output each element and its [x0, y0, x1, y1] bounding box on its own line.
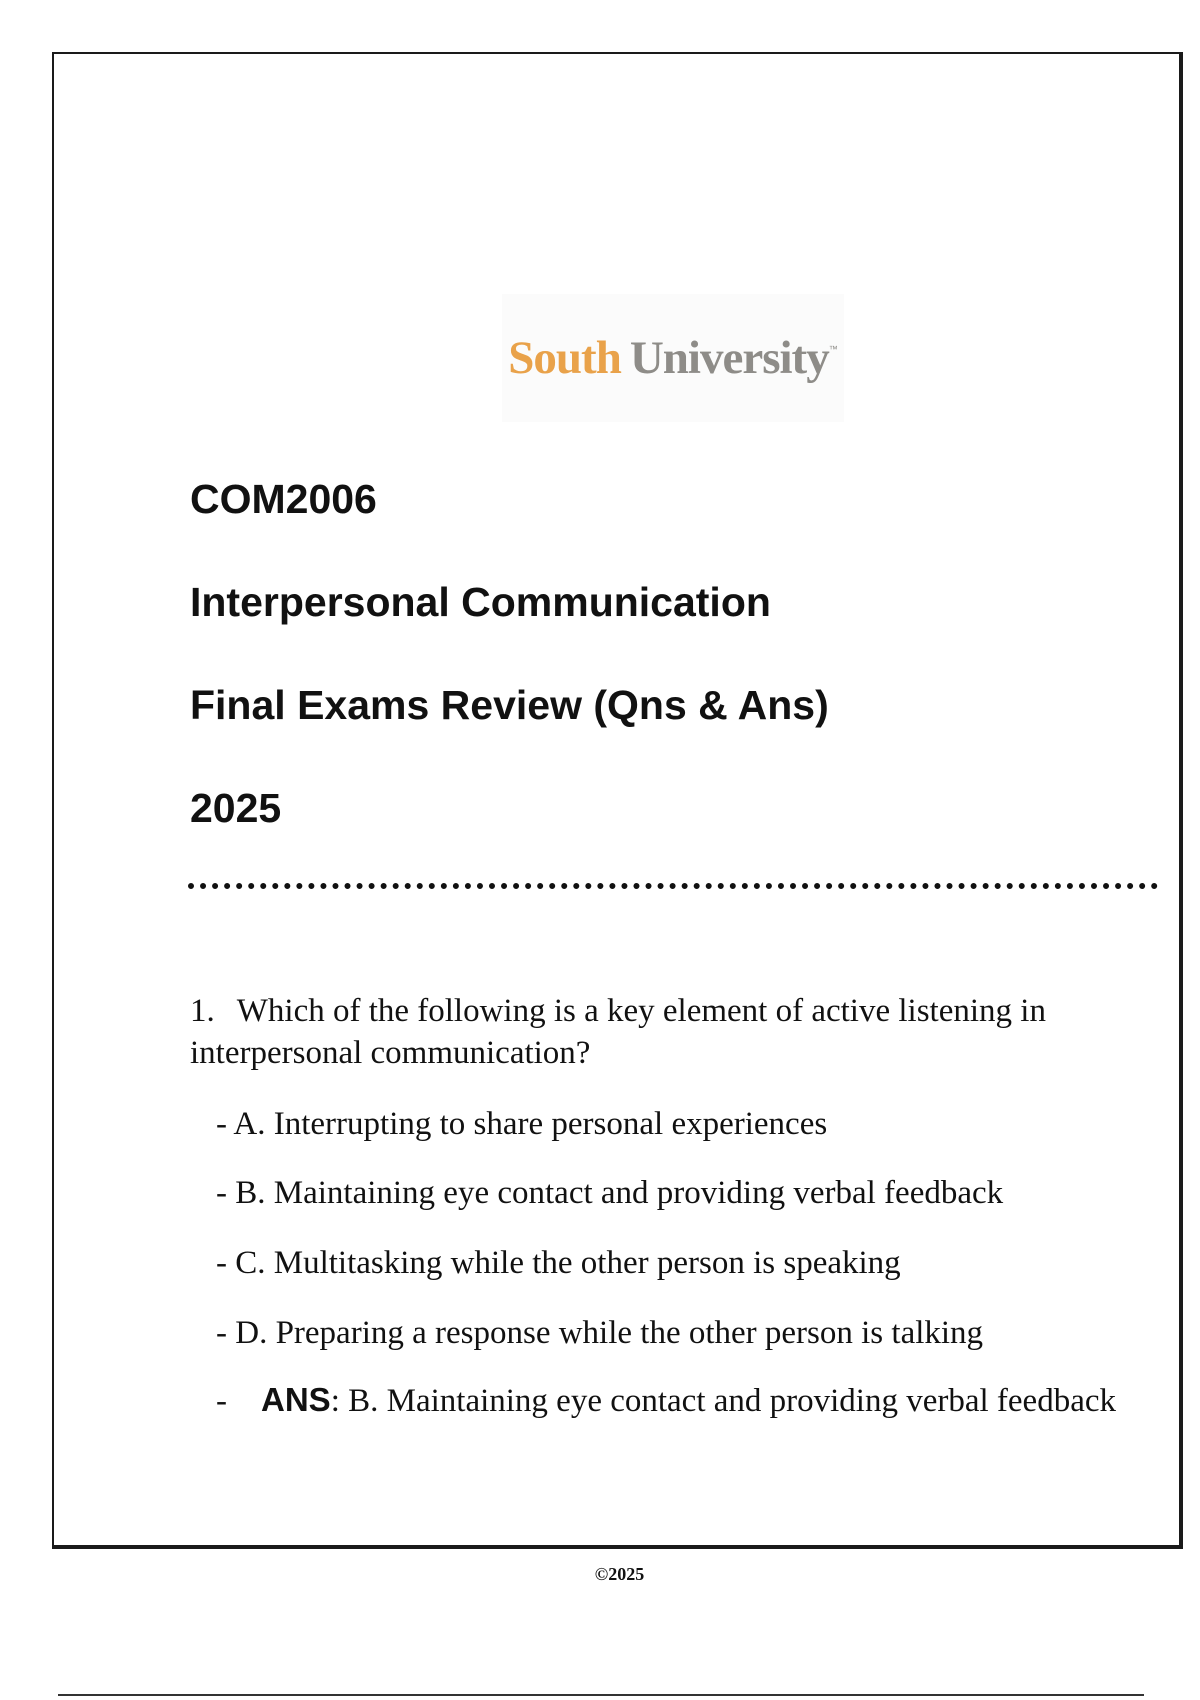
question-number: 1.: [190, 993, 215, 1029]
bottom-divider: [58, 1694, 1144, 1696]
course-code: COM2006: [190, 476, 377, 522]
logo-word-university: University: [629, 332, 829, 384]
answer-label: ANS: [261, 1381, 331, 1418]
answer-dash: -: [216, 1383, 227, 1419]
document-subtitle: Final Exams Review (Qns & Ans): [190, 682, 829, 728]
option-c: - C. Multitasking while the other person is speaking: [216, 1245, 901, 1281]
south-university-logo: [502, 294, 844, 422]
logo-word-south: South: [508, 332, 621, 384]
course-title: Interpersonal Communication: [190, 579, 771, 625]
option-d: - D. Preparing a response while the other person is talking: [216, 1315, 984, 1351]
copyright-notice: ©2025: [594, 1564, 645, 1584]
dotted-divider: [188, 883, 1158, 889]
option-a: - A. Interrupting to share personal experiences: [216, 1106, 828, 1142]
answer-line: [190, 1381, 1160, 1420]
option-b: - B. Maintaining eye contact and providing verbal feedback: [216, 1175, 1004, 1211]
logo-trademark: ™: [828, 344, 838, 354]
document-page: [52, 52, 1183, 1584]
question-text: Which of the following is a key element of active listening in interpersonal communication?: [190, 993, 1046, 1071]
question-1: [190, 990, 1160, 1074]
answer-text: : B. Maintaining eye contact and providing verbal feedback: [330, 1383, 1117, 1419]
document-year: 2025: [190, 785, 282, 831]
